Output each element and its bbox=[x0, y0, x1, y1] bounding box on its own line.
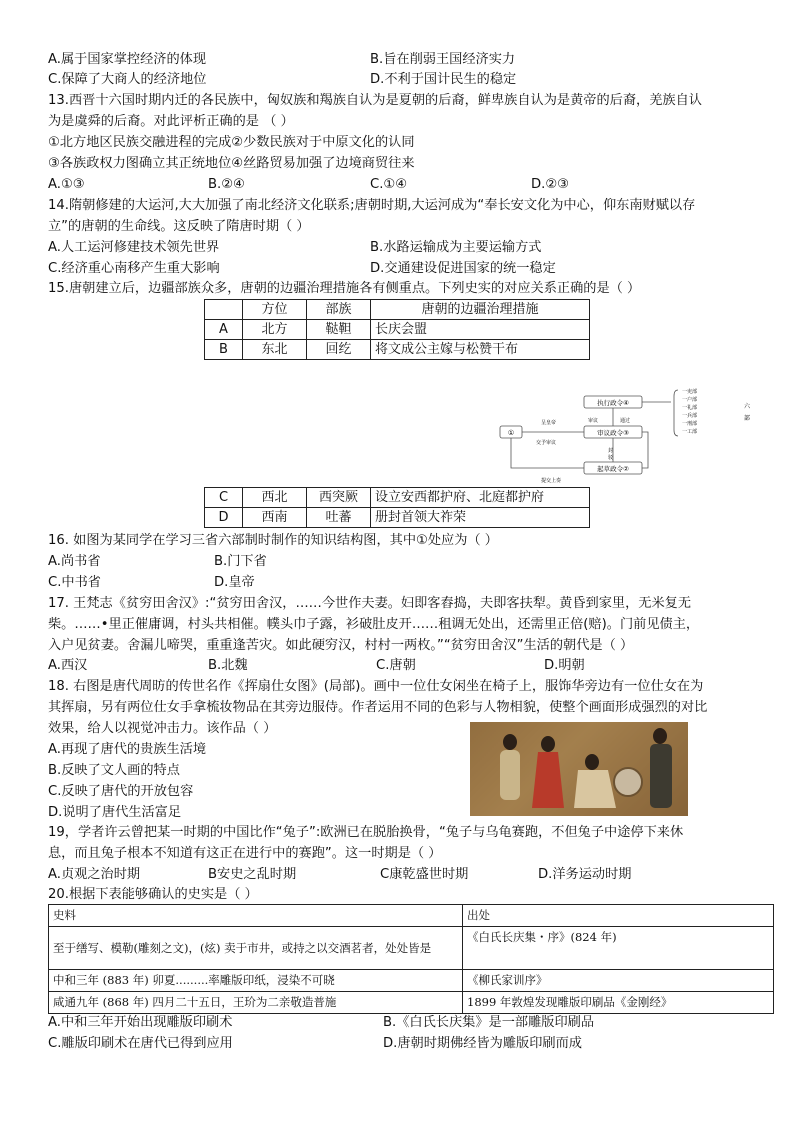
q20-option-a: A.中和三年开始出现雕版印刷术 bbox=[48, 1015, 233, 1030]
q17-option-a: A.西汉 bbox=[48, 658, 88, 673]
table-row bbox=[205, 320, 590, 340]
table-cell: A bbox=[205, 320, 243, 340]
draft-label: 起草政令② bbox=[597, 465, 629, 473]
three-provinces-diagram bbox=[496, 386, 766, 486]
table-cell: 西北 bbox=[243, 488, 307, 508]
q17-option-b: B.北魏 bbox=[208, 658, 248, 673]
q17-option-c: C.唐朝 bbox=[376, 658, 416, 673]
pass-label: 通过 bbox=[620, 418, 631, 424]
table-cell: 《白氏长庆集・序》(824 年) bbox=[463, 927, 774, 970]
q17-stem-line2: 柴。……•里正催庸调，村头共相催。幞头巾子露，衫破肚皮开……租调无处出，还需里正倍(赔)。门前见债主， bbox=[48, 617, 700, 632]
q19-option-b: B安史之乱时期 bbox=[208, 867, 297, 882]
exec-label: 执行政令④ bbox=[597, 399, 629, 407]
table-cell: 设立安西都护府、北庭都护府 bbox=[371, 488, 590, 508]
q19-stem-line2: 息，而且兔子根本不知道有这正在进行中的赛跑”。这一时期是（ ） bbox=[48, 846, 442, 861]
table-cell: 北方 bbox=[243, 320, 307, 340]
table-cell: 将文成公主嫁与松赞干布 bbox=[371, 340, 590, 360]
table-row bbox=[205, 340, 590, 360]
q20-table bbox=[48, 904, 774, 1014]
q14-option-c: C.经济重心南移产生重大影响 bbox=[48, 261, 220, 276]
table-cell: 东北 bbox=[243, 340, 307, 360]
q14-stem-line1: 14.隋朝修建的大运河,大大加强了南北经济文化联系;唐朝时期,大运河成为“奉长安文化为中心，仰东南财赋以存 bbox=[48, 198, 696, 213]
q18-stem-line1: 18. 右图是唐代周昉的传世名作《挥扇仕女图》(局部)。画中一位仕女闲坐在椅子上，服饰华旁边有一位仕女在为 bbox=[48, 679, 704, 694]
q18-stem-line3: 效果，给人以视觉冲击力。该作品（ ） bbox=[48, 721, 277, 736]
review-label: 审议政令③ bbox=[597, 429, 629, 437]
table-cell: D bbox=[205, 508, 243, 528]
table-header-row bbox=[205, 300, 590, 320]
table-header-cell: 方位 bbox=[243, 300, 307, 320]
q20-option-c: C.雕版印刷术在唐代已得到应用 bbox=[48, 1036, 233, 1051]
table-header-cell bbox=[205, 300, 243, 320]
ministry-label: 一吏部 bbox=[682, 389, 698, 395]
q12-option-c: C.保障了大商人的经济地位 bbox=[48, 72, 207, 87]
table-header-cell: 部族 bbox=[307, 300, 371, 320]
q13-item-line2: ③各族政权力图确立其正统地位④丝路贸易加强了边境商贸往来 bbox=[48, 156, 415, 171]
q18-option-b: B.反映了文人画的特点 bbox=[48, 763, 180, 778]
q16-option-c: C.中书省 bbox=[48, 575, 101, 590]
table-cell: B bbox=[205, 340, 243, 360]
ministry-label: 一刑部 bbox=[682, 421, 698, 427]
table-cell: 至于缮写、模勒(雕刻之文)，(炫) 卖于市井，或持之以交酒茗者，处处皆是 bbox=[49, 927, 463, 970]
table-cell: 1899 年敦煌发现雕版印刷品《金刚经》 bbox=[463, 992, 774, 1014]
ministry-label: 一户部 bbox=[682, 397, 698, 403]
q13-option-c: C.①④ bbox=[370, 177, 408, 192]
q20-option-d: D.唐朝时期佛经皆为雕版印刷而成 bbox=[383, 1036, 582, 1051]
q14-option-d: D.交通建设促进国家的统一稳定 bbox=[370, 261, 556, 276]
q13-item-line1: ①北方地区民族交融进程的完成②少数民族对于中原文化的认同 bbox=[48, 135, 415, 150]
send-review-label: 交予审议 bbox=[536, 440, 557, 446]
q16-option-b: B.门下省 bbox=[214, 554, 267, 569]
q19-option-c: C康乾盛世时期 bbox=[380, 867, 469, 882]
six-label: 六 bbox=[744, 403, 751, 410]
table-header-cell: 史料 bbox=[49, 905, 463, 927]
ministry-label: 一礼部 bbox=[682, 405, 698, 411]
q13-option-a: A.①③ bbox=[48, 177, 85, 192]
table-cell: 吐蕃 bbox=[307, 508, 371, 528]
q15-stem: 15.唐朝建立后，边疆部族众多，唐朝的边疆治理措施各有侧重点。下列史实的对应关系正确的是（ ） bbox=[48, 281, 641, 296]
q13-stem-line1: 13.西晋十六国时期内迁的各民族中，匈奴族和羯族自认为是夏朝的后裔，鲜卑族自认为是黄帝的后裔，羌族自认 bbox=[48, 93, 702, 108]
q12-option-a: A.属于国家掌控经济的体现 bbox=[48, 52, 207, 67]
q15-table-top bbox=[204, 299, 590, 360]
table-cell: 西南 bbox=[243, 508, 307, 528]
ministries-label: 部 bbox=[744, 415, 751, 422]
q15-table-bottom bbox=[204, 487, 590, 528]
q16-option-a: A.尚书省 bbox=[48, 554, 101, 569]
table-cell: 西突厥 bbox=[307, 488, 371, 508]
q14-option-a: A.人工运河修建技术领先世界 bbox=[48, 240, 220, 255]
table-row bbox=[49, 992, 774, 1014]
q19-stem-line1: 19，学者许云曾把某一时期的中国比作“兔子”:欧洲已在脱胎换骨，“兔子与乌龟赛跑，不但兔子中途停下来休 bbox=[48, 825, 684, 840]
table-cell: 鞑靼 bbox=[307, 320, 371, 340]
table-cell: 长庆会盟 bbox=[371, 320, 590, 340]
table-row bbox=[49, 970, 774, 992]
seal-label-1: 封 bbox=[608, 448, 614, 454]
q20-stem: 20.根据下表能够确认的史实是（ ） bbox=[48, 887, 258, 902]
q17-option-d: D.明朝 bbox=[544, 658, 585, 673]
table-cell: 《柳氏家训序》 bbox=[463, 970, 774, 992]
q12-option-b: B.旨在削弱王国经济实力 bbox=[370, 52, 516, 67]
q16-option-d: D.皇帝 bbox=[214, 575, 255, 590]
q19-option-a: A.贞观之治时期 bbox=[48, 867, 141, 882]
shenyi-label: 审议 bbox=[588, 418, 599, 424]
table-cell: 册封首领大祚荣 bbox=[371, 508, 590, 528]
q14-option-b: B.水路运输成为主要运输方式 bbox=[370, 240, 542, 255]
q13-stem-line2: 为是虞舜的后裔。对此评析正确的是 （ ） bbox=[48, 114, 294, 129]
q13-option-d: D.②③ bbox=[531, 177, 569, 192]
table-cell: C bbox=[205, 488, 243, 508]
present-label: 呈皇帝 bbox=[541, 420, 557, 426]
q17-stem-line1: 17. 王梵志《贫穷田舍汉》:“贫穷田舍汉，……今世作夫妻。妇即客舂捣，夫即客扶犁。黄昏到家里，无米复无 bbox=[48, 596, 692, 611]
q18-option-d: D.说明了唐代生活富足 bbox=[48, 805, 182, 820]
table-row bbox=[49, 927, 774, 970]
node-1-label: ① bbox=[507, 429, 515, 437]
q18-option-a: A.再现了唐代的贵族生活境 bbox=[48, 742, 207, 757]
submit-label: 提交上奏 bbox=[541, 478, 562, 484]
painting-image bbox=[470, 722, 688, 816]
ministry-label: 一工部 bbox=[682, 429, 698, 435]
table-row bbox=[205, 508, 590, 528]
seal-label-2: 驳 bbox=[608, 455, 614, 461]
q18-option-c: C.反映了唐代的开放包容 bbox=[48, 784, 194, 799]
q16-stem: 16. 如图为某同学在学习三省六部制时制作的知识结构图，其中①处应为（ ） bbox=[48, 533, 498, 548]
table-header-row bbox=[49, 905, 774, 927]
table-cell: 回纥 bbox=[307, 340, 371, 360]
q20-option-b: B.《白氏长庆集》是一部雕版印刷品 bbox=[383, 1015, 595, 1030]
q12-option-d: D.不利于国计民生的稳定 bbox=[370, 72, 517, 87]
q18-stem-line2: 其挥扇，另有两位仕女手拿梳妆物品在其旁边服侍。作者运用不同的色彩与人物相貌，使整个画面形成强烈的对比 bbox=[48, 700, 708, 715]
table-cell: 咸通九年 (868 年) 四月二十五日，王玠为二亲敬造普施 bbox=[49, 992, 463, 1014]
table-header-cell: 唐朝的边疆治理措施 bbox=[371, 300, 590, 320]
ministry-label: 一兵部 bbox=[682, 413, 698, 419]
q17-stem-line3: 入户见贫妻。舍漏儿啼哭，重重逢苦灾。如此硬穷汉，村村一两枚。”“贫穷田舍汉”生活的朝代是（ ） bbox=[48, 638, 634, 653]
table-row bbox=[205, 488, 590, 508]
table-header-cell: 出处 bbox=[463, 905, 774, 927]
q13-option-b: B.②④ bbox=[208, 177, 245, 192]
table-cell: 中和三年 (883 年) 卯夏.........率雕版印纸，浸染不可晓 bbox=[49, 970, 463, 992]
q19-option-d: D.洋务运动时期 bbox=[538, 867, 632, 882]
q14-stem-line2: 立”的唐朝的生命线。这反映了隋唐时期（ ） bbox=[48, 219, 310, 234]
